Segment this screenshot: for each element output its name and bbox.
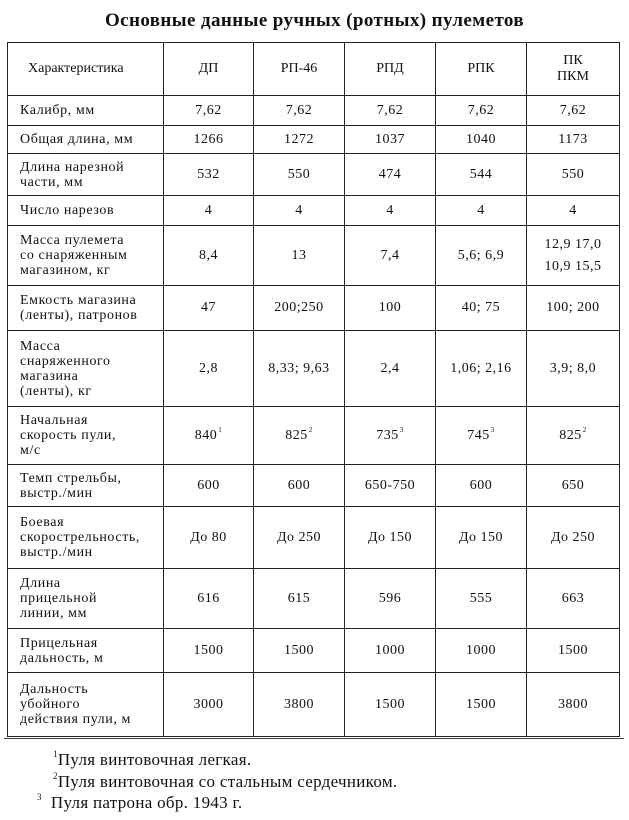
cell-rpd: 1000 xyxy=(345,629,436,673)
cell-dp: До 80 xyxy=(164,507,254,569)
row-label-line: выстр./мин xyxy=(20,545,93,560)
row-label-line: убойного xyxy=(20,697,81,712)
cell-rp46: 615 xyxy=(254,569,345,629)
row-label xyxy=(8,507,164,569)
cell-dp: 3000 xyxy=(164,673,254,737)
table-row xyxy=(8,126,620,154)
footnote-mark: 3 xyxy=(399,425,404,434)
cell-pk: 650 xyxy=(527,465,620,507)
row-label xyxy=(8,407,164,465)
row-label xyxy=(8,331,164,407)
cell-dp: 4 xyxy=(164,196,254,226)
cell-rpd: 650-750 xyxy=(345,465,436,507)
footnote-mark: 3 xyxy=(490,425,495,434)
cell-dp: 1500 xyxy=(164,629,254,673)
row-label-line: Прицельная xyxy=(20,635,98,651)
row-label-line: прицельной xyxy=(20,591,98,606)
cell-rpk: 4 xyxy=(436,196,527,226)
row-label xyxy=(8,673,164,737)
row-label xyxy=(8,286,164,331)
row-label xyxy=(8,465,164,507)
row-label-line: скорость пули, xyxy=(20,428,117,443)
row-label xyxy=(8,226,164,286)
cell-rpk xyxy=(436,407,527,465)
footnote-mark: 1 xyxy=(53,749,58,759)
row-label-line: Боевая xyxy=(20,515,65,530)
table-row xyxy=(8,96,620,126)
footnote-mark: 1 xyxy=(218,425,223,434)
cell-rpd: 7,4 xyxy=(345,226,436,286)
velocity-value: 745 xyxy=(467,427,490,443)
footnote-mark: 3 xyxy=(37,792,42,802)
row-label-line: (ленты), патронов xyxy=(20,308,138,323)
row-label-line: Масса xyxy=(20,338,61,354)
cell-rpk: 1000 xyxy=(436,629,527,673)
cell-rp46: 550 xyxy=(254,154,345,196)
page-title: Основные данные ручных (ротных) пулеметов xyxy=(104,10,525,31)
row-label-line: магазина xyxy=(20,368,79,384)
cell-pk: 1500 xyxy=(527,629,620,673)
table-row xyxy=(8,286,620,331)
table-row xyxy=(8,407,620,465)
row-label-line: Длина xyxy=(20,576,61,591)
cell-pk: 4 xyxy=(527,196,620,226)
table-row xyxy=(8,196,620,226)
col-header-characteristic: Характеристика xyxy=(8,43,164,96)
cell-rp46: 3800 xyxy=(254,673,345,737)
table-row xyxy=(8,154,620,196)
header-row xyxy=(8,43,620,96)
cell-rpk: 600 xyxy=(436,465,527,507)
cell-dp: 47 xyxy=(164,286,254,331)
row-label xyxy=(8,154,164,196)
row-label-line: скорострельность, xyxy=(20,530,140,545)
cell-dp: 600 xyxy=(164,465,254,507)
cell-rp46: 200;250 xyxy=(254,286,345,331)
cell-pk-line: 10,9 15,5 xyxy=(544,258,602,274)
velocity-value: 825 xyxy=(285,427,308,443)
velocity-value: 825 xyxy=(559,427,582,443)
row-label-line: линии, мм xyxy=(20,606,88,621)
row-label-line: Емкость магазина xyxy=(20,293,137,308)
cell-dp: 1266 xyxy=(164,126,254,154)
cell-rpd: До 150 xyxy=(345,507,436,569)
table-row xyxy=(8,507,620,569)
cell-pk: 3,9; 8,0 xyxy=(527,331,620,407)
row-label-line: Масса пулемета xyxy=(20,233,125,248)
footnote-item xyxy=(52,772,397,792)
row-label-line: Длина нарезной xyxy=(20,159,125,175)
col-header-rp46: РП-46 xyxy=(254,43,345,96)
row-label-line: магазином, кг xyxy=(20,263,111,278)
footnote-text: Пуля винтовочная со стальным сердечником. xyxy=(57,772,398,791)
footnote-mark: 2 xyxy=(308,425,313,434)
row-label: Калибр, мм xyxy=(8,96,164,126)
cell-pk xyxy=(527,226,620,286)
cell-dp: 7,62 xyxy=(164,96,254,126)
cell-pk: 1173 xyxy=(527,126,620,154)
cell-rpk: 7,62 xyxy=(436,96,527,126)
table-row xyxy=(8,673,620,737)
cell-pk: До 250 xyxy=(527,507,620,569)
cell-pk-line: 12,9 17,0 xyxy=(544,236,602,252)
table-row xyxy=(8,331,620,407)
cell-dp: 8,4 xyxy=(164,226,254,286)
col-header-rpk: РПК xyxy=(436,43,527,96)
cell-rpk: До 150 xyxy=(436,507,527,569)
row-label-line: дальность, м xyxy=(20,650,104,666)
cell-rp46: 8,33; 9,63 xyxy=(254,331,345,407)
cell-rpd: 474 xyxy=(345,154,436,196)
cell-dp: 2,8 xyxy=(164,331,254,407)
cell-rpd: 2,4 xyxy=(345,331,436,407)
cell-rpd: 7,62 xyxy=(345,96,436,126)
cell-pk: 3800 xyxy=(527,673,620,737)
cell-rpk: 40; 75 xyxy=(436,286,527,331)
row-label-line: м/с xyxy=(20,443,41,458)
col-header-dp: ДП xyxy=(164,43,254,96)
cell-rp46: До 250 xyxy=(254,507,345,569)
row-label-line: Темп стрельбы, xyxy=(20,470,122,486)
footnote-divider xyxy=(4,738,624,739)
cell-pk: 550 xyxy=(527,154,620,196)
cell-rp46: 13 xyxy=(254,226,345,286)
cell-rpk: 5,6; 6,9 xyxy=(436,226,527,286)
cell-rp46: 1272 xyxy=(254,126,345,154)
cell-rp46: 1500 xyxy=(254,629,345,673)
footnote-mark: 2 xyxy=(582,425,587,434)
cell-rpk: 1,06; 2,16 xyxy=(436,331,527,407)
velocity-value: 840 xyxy=(194,427,218,443)
row-label: Общая длина, мм xyxy=(8,126,164,154)
footnote-text: Пуля патрона обр. 1943 г. xyxy=(50,793,243,812)
cell-pk xyxy=(527,407,620,465)
row-label-line: Дальность xyxy=(20,682,89,697)
row-label: Число нарезов xyxy=(8,196,164,226)
table-row xyxy=(8,629,620,673)
col-header-pk: ПК xyxy=(563,53,583,68)
cell-rpd: 596 xyxy=(345,569,436,629)
cell-rpk: 544 xyxy=(436,154,527,196)
cell-rp46 xyxy=(254,407,345,465)
row-label-line: (ленты), кг xyxy=(20,383,92,399)
col-header-pkm: ПКМ xyxy=(557,69,589,84)
cell-rpd: 100 xyxy=(345,286,436,331)
cell-dp xyxy=(164,407,254,465)
cell-rpk: 1040 xyxy=(436,126,527,154)
row-label-line: части, мм xyxy=(20,174,84,190)
row-label-line: действия пули, м xyxy=(20,712,132,727)
row-label-line: Начальная xyxy=(20,413,89,428)
col-header-pk-pkm xyxy=(527,43,620,96)
table-row xyxy=(8,226,620,286)
col-header-rpd: РПД xyxy=(345,43,436,96)
row-label xyxy=(8,629,164,673)
row-label xyxy=(8,569,164,629)
table-row xyxy=(8,465,620,507)
velocity-value: 735 xyxy=(376,427,399,443)
cell-pk: 663 xyxy=(527,569,620,629)
cell-rp46: 7,62 xyxy=(254,96,345,126)
cell-rpd: 1500 xyxy=(345,673,436,737)
cell-pk: 100; 200 xyxy=(527,286,620,331)
row-label-line: со снаряженным xyxy=(20,248,128,263)
footnote-item xyxy=(52,750,251,770)
footnote-item xyxy=(36,793,242,813)
cell-rpd xyxy=(345,407,436,465)
cell-rpd: 1037 xyxy=(345,126,436,154)
footnote-mark: 2 xyxy=(53,771,58,781)
cell-rpd: 4 xyxy=(345,196,436,226)
cell-rp46: 600 xyxy=(254,465,345,507)
cell-rpk: 1500 xyxy=(436,673,527,737)
row-label-line: снаряженного xyxy=(20,353,111,369)
cell-rpk: 555 xyxy=(436,569,527,629)
table-row xyxy=(8,569,620,629)
cell-rp46: 4 xyxy=(254,196,345,226)
row-label-line: выстр./мин xyxy=(20,485,93,501)
cell-pk: 7,62 xyxy=(527,96,620,126)
specs-table xyxy=(7,42,620,737)
cell-dp: 616 xyxy=(164,569,254,629)
footnote-text: Пуля винтовочная легкая. xyxy=(57,750,252,769)
cell-dp: 532 xyxy=(164,154,254,196)
